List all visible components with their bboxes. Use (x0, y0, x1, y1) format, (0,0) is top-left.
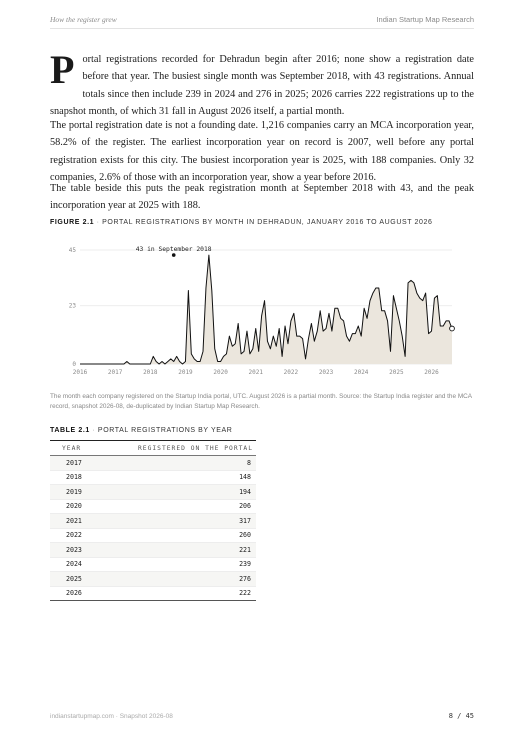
x-tick-label: 2026 (424, 369, 439, 376)
count-cell: 194 (94, 485, 256, 500)
figure-separator: · (96, 219, 100, 226)
page-number (449, 712, 474, 720)
table-header-row (50, 441, 256, 456)
partial-month-marker (450, 326, 455, 331)
peak-marker (172, 253, 176, 257)
year-cell: 2021 (50, 514, 94, 529)
year-cell: 2017 (50, 456, 94, 471)
intro-paragraph-text: ortal registrations recorded for Dehradun begin after 2016; none show a registration date before that year. The busiest single month was September 2018, with 43 registrations. Annual totals since then include 239 in 2024 and 276 in 2025; 2026 carries 222 registrations up to the snapshot month, of which 31 fall in August 2026 itself, a partial month. (50, 54, 474, 117)
x-tick-label: 2023 (318, 369, 334, 376)
y-tick-label: 45 (68, 247, 76, 254)
y-tick-label: 23 (68, 302, 76, 310)
table-row (50, 499, 256, 514)
year-cell: 2026 (50, 586, 94, 601)
x-tick-label: 2021 (248, 369, 263, 376)
incorporation-paragraph: The portal registration date is not a founding date. 1,216 companies carry an MCA incorporation year, 58.2% of the register. The earliest incorporation year on record is 2007, well before any portal registration exists for this city. The busiest incorporation year is 2025, with 188 companies. Only 32 companies, 2.6% of those with an incorporation year, show a year before 2016. (50, 120, 474, 183)
intro-paragraph (50, 47, 474, 120)
count-cell: 276 (94, 572, 256, 587)
page-footer (50, 712, 474, 720)
table-row (50, 586, 256, 601)
count-cell: 239 (94, 557, 256, 572)
count-cell: 8 (94, 456, 256, 471)
column-header-registered: REGISTERED ON THE PORTAL (94, 441, 256, 456)
column-header-year: YEAR (50, 441, 94, 456)
publication-name: Indian Startup Map Research (376, 15, 474, 24)
x-tick-label: 2024 (353, 369, 369, 376)
running-header (50, 15, 474, 29)
table-row (50, 485, 256, 500)
count-cell: 260 (94, 528, 256, 543)
year-cell: 2024 (50, 557, 94, 572)
table-label: TABLE 2.1 (50, 427, 90, 434)
footer-source: indianstartupmap.com · Snapshot 2026-08 (50, 713, 173, 720)
y-tick-label: 0 (72, 361, 76, 368)
figure-caption (50, 219, 433, 226)
table-row (50, 528, 256, 543)
figure-note: The month each company registered on the Startup India portal, UTC. August 2026 is a partial month. Source: the Startup India register and the MCA record, snapshot 2026-08, de-duplicated by Indian Startup Map Research. (50, 393, 472, 410)
figure-label: FIGURE 2.1 (50, 219, 95, 226)
year-cell: 2022 (50, 528, 94, 543)
table-row (50, 543, 256, 558)
x-tick-label: 2019 (178, 369, 193, 376)
year-cell: 2020 (50, 499, 94, 514)
table-row (50, 514, 256, 529)
count-cell: 221 (94, 543, 256, 558)
drop-cap: P (50, 47, 75, 92)
x-tick-label: 2016 (72, 369, 88, 376)
count-cell: 148 (94, 470, 256, 485)
table-separator: · (92, 427, 96, 434)
table-caption (50, 427, 232, 434)
count-cell: 206 (94, 499, 256, 514)
page-separator: / (457, 712, 462, 720)
x-tick-label: 2018 (143, 369, 158, 376)
x-tick-label: 2022 (283, 369, 299, 376)
year-cell: 2019 (50, 485, 94, 500)
peak-annotation: 43 in September 2018 (135, 246, 212, 254)
x-tick-label: 2020 (213, 369, 228, 376)
table-title: PORTAL REGISTRATIONS BY YEAR (97, 427, 233, 434)
registrations-chart (48, 236, 460, 382)
table-row (50, 470, 256, 485)
year-cell: 2018 (50, 470, 94, 485)
section-title: How the register grew (50, 15, 117, 24)
count-cell: 317 (94, 514, 256, 529)
figure-title: PORTAL REGISTRATIONS BY MONTH IN DEHRADUN, JANUARY 2016 TO AUGUST 2026 (102, 219, 433, 226)
table-row (50, 557, 256, 572)
table-row (50, 572, 256, 587)
x-tick-label: 2017 (107, 369, 123, 376)
registrations-table (50, 440, 256, 601)
table-row (50, 456, 256, 471)
page-current: 8 (448, 712, 453, 720)
year-cell: 2025 (50, 572, 94, 587)
summary-paragraph: The table beside this puts the peak registration month at September 2018 with 43, and the peak incorporation year at 2025 with 188. (50, 183, 474, 212)
page-total: 45 (465, 712, 474, 720)
count-cell: 222 (94, 586, 256, 601)
x-tick-label: 2025 (389, 369, 404, 376)
year-cell: 2023 (50, 543, 94, 558)
